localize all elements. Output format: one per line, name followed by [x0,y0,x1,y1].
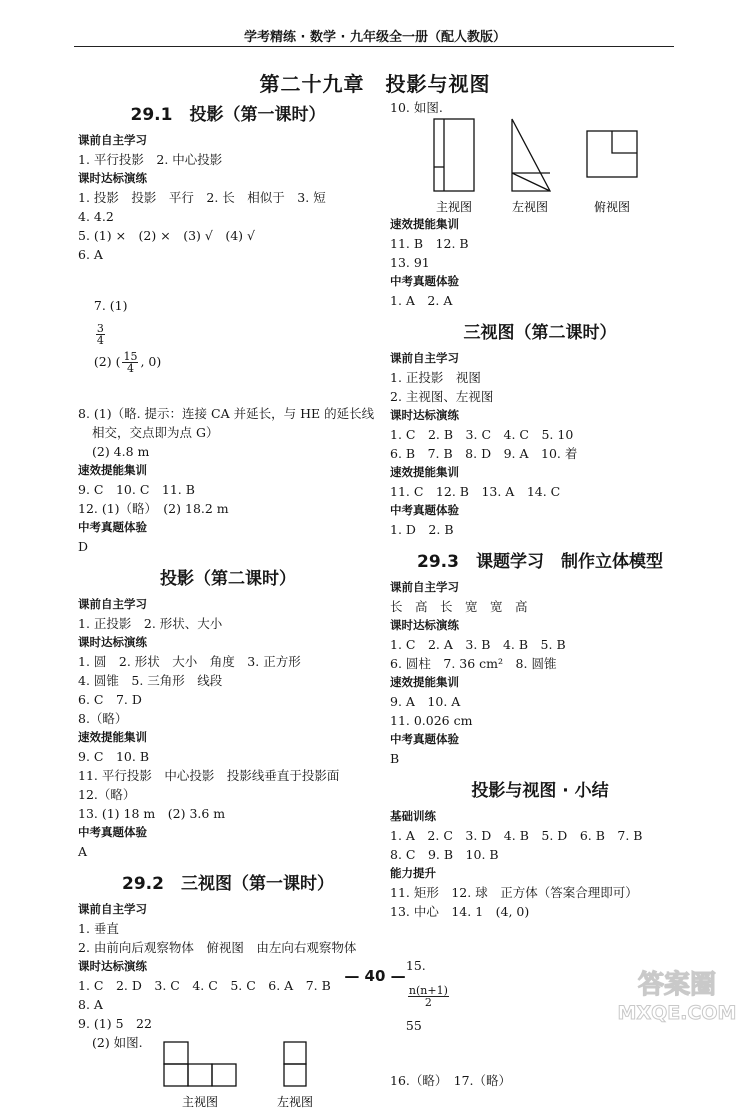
fraction-denominator: 2 [424,996,432,1009]
subheading: 能力提升 [390,866,436,880]
three-view-figure-q10 [390,117,690,215]
answer-line: B [390,751,400,766]
answer-line-fraction [78,264,378,404]
chapter-title: 第二十九章 投影与视图 [259,72,491,96]
answer-line: 1. A 2. C 3. D 4. B 5. D 6. B 7. B [390,828,643,843]
answer-line: 8.（略） [78,711,128,726]
answer-line: 12.（略） [78,787,136,802]
answer-line: 11. 平行投影 中心投影 投影线垂直于投影面 [78,768,340,783]
answer-line: 4. 圆锥 5. 三角形 线段 [78,673,223,688]
answer-line: 1. 正投影 2. 形状、大小 [78,616,223,631]
subheading: 课时达标演练 [78,959,147,973]
subheading: 速效提能集训 [390,675,459,689]
subheading: 中考真题体验 [78,825,147,839]
caption-front-view: 主视图 [435,200,473,214]
answer-line: 12. (1)（略） (2) 18.2 m [78,501,229,516]
answer-line: 6. 圆柱 7. 36 cm² 8. 圆锥 [390,656,557,671]
figure-cell [284,1042,306,1064]
subheading: 速效提能集训 [78,463,147,477]
section-title: 三视图（第二课时） [463,323,617,343]
caption-top-view: 俯视图 [593,200,631,214]
section-title: 投影（第二课时） [160,569,296,589]
caption-left-view: 左视图 [511,200,549,214]
answer-text: , 0) [140,354,162,369]
subheading: 中考真题体验 [390,732,459,746]
answer-line: A [78,844,88,859]
fraction-denominator: 4 [126,362,134,375]
answer-line: 13. 91 [390,255,430,270]
subheading: 课前自主学习 [390,580,459,594]
subheading: 课时达标演练 [390,618,459,632]
answer-line: 1. 圆 2. 形状 大小 角度 3. 正方形 [78,654,301,669]
answer-line: 11. 矩形 12. 球 正方体（答案合理即可） [390,885,638,900]
watermark-line-2: MXQE.COM [617,1002,737,1024]
answer-line: 13. (1) 18 m (2) 3.6 m [78,806,226,821]
subheading: 课前自主学习 [78,902,147,916]
fraction-denominator: 4 [96,334,104,347]
caption-front-view: 主视图 [181,1095,219,1109]
section-title: 29.2 三视图（第一课时） [122,874,334,894]
answer-line: 10. 如图. [390,100,443,115]
answer-line: 1. A 2. A [390,293,453,308]
answer-line: 2. 主视图、左视图 [390,389,494,404]
front-view-outline [434,119,474,191]
subheading: 中考真题体验 [390,274,459,288]
answer-text: 55 [405,1018,422,1033]
watermark-logo [604,963,750,1025]
subheading: 课时达标演练 [78,171,147,185]
answer-line: 2. 由前向后观察物体 俯视图 由左向右观察物体 [78,940,357,955]
subheading: 课前自主学习 [78,133,147,147]
right-column [390,98,690,1090]
fraction [96,323,105,346]
answer-line: 1. C 2. B 3. C 4. C 5. 10 [390,427,574,442]
subheading: 课前自主学习 [390,351,459,365]
page-number: — 40 — [344,967,406,985]
subheading: 基础训练 [390,809,436,823]
fraction [122,351,138,374]
answer-line: 4. 4.2 [78,209,114,224]
answer-line: 8. (1)（略. 提示：连接 CA 并延长，与 HE 的延长线相交，交点即为点 G） [78,406,375,440]
header-rule [74,46,674,47]
left-view-triangle [512,119,550,191]
figure-cell [164,1042,188,1064]
answer-text: (2) ( [93,354,121,369]
watermark-line-1: 答案圈 [637,970,717,1000]
answer-line: 1. D 2. B [390,522,454,537]
top-view-inner [612,131,637,153]
answer-line: 6. B 7. B 8. D 9. A 10. 着 [390,446,578,461]
subheading: 速效提能集训 [78,730,147,744]
figure-cell [188,1064,212,1086]
answer-line: 1. C 2. D 3. C 4. C 5. C 6. A 7. B [78,978,331,993]
answer-line: 11. 0.026 cm [390,713,473,728]
subheading: 课时达标演练 [78,635,147,649]
figure-cell [212,1064,236,1086]
answer-line: 1. 正投影 视图 [390,370,481,385]
section-title: 29.1 投影（第一课时） [130,105,326,125]
answer-line: 1. C 2. A 3. B 4. B 5. B [390,637,566,652]
subheading: 课时达标演练 [390,408,459,422]
answer-line: 9. (1) 5 22 [78,1016,152,1031]
answer-line: 8. C 9. B 10. B [390,847,499,862]
section-title: 29.3 课题学习 制作立体模型 [417,552,663,572]
fraction-numerator: n(n+1) [408,984,448,997]
subheading: 速效提能集训 [390,465,459,479]
fraction-numerator: 15 [123,350,138,363]
subheading: 速效提能集训 [390,217,459,231]
answer-text: 7. (1) [93,298,128,313]
answer-line: 1. 平行投影 2. 中心投影 [78,152,223,167]
answer-line: D [78,539,89,554]
section-title: 投影与视图 · 小结 [471,781,609,801]
left-column [78,96,378,1112]
answer-text: 15. [405,958,426,973]
fraction [408,985,449,1008]
answer-line: 8. A [78,997,103,1012]
figure-cell [164,1064,188,1086]
answer-line: 13. 中心 14. 1 (4, 0) [390,904,530,919]
answer-line: (2) 4.8 m [92,444,150,459]
answer-line: 1. 投影 投影 平行 2. 长 相似于 3. 短 [78,190,326,205]
subheading: 中考真题体验 [390,503,459,517]
answer-line: 9. C 10. C 11. B [78,482,195,497]
answer-line: 9. C 10. B [78,749,150,764]
subheading: 课前自主学习 [78,597,147,611]
left-view-line [512,173,550,191]
answer-line: 9. A 10. A [390,694,461,709]
fraction-numerator: 3 [96,322,104,335]
answer-line: 1. 垂直 [78,921,119,936]
figure-cell [284,1064,306,1086]
answer-line: (2) 如图. [92,1035,143,1050]
answer-line: 11. B 12. B [390,236,469,251]
answer-line: 16.（略） 17.（略） [390,1073,512,1088]
answer-line: 5. (1) × (2) × (3) √ (4) √ [78,228,255,243]
book-header: 学考精练 · 数学 · 九年级全一册（配人教版） [244,30,506,45]
caption-left-view: 左视图 [276,1095,314,1109]
answer-line: 11. C 12. B 13. A 14. C [390,484,561,499]
subheading: 中考真题体验 [78,520,147,534]
answer-line: 6. C 7. D [78,692,142,707]
answer-line: 长 高 长 宽 宽 高 [390,599,528,614]
answer-line: 6. A [78,247,103,262]
